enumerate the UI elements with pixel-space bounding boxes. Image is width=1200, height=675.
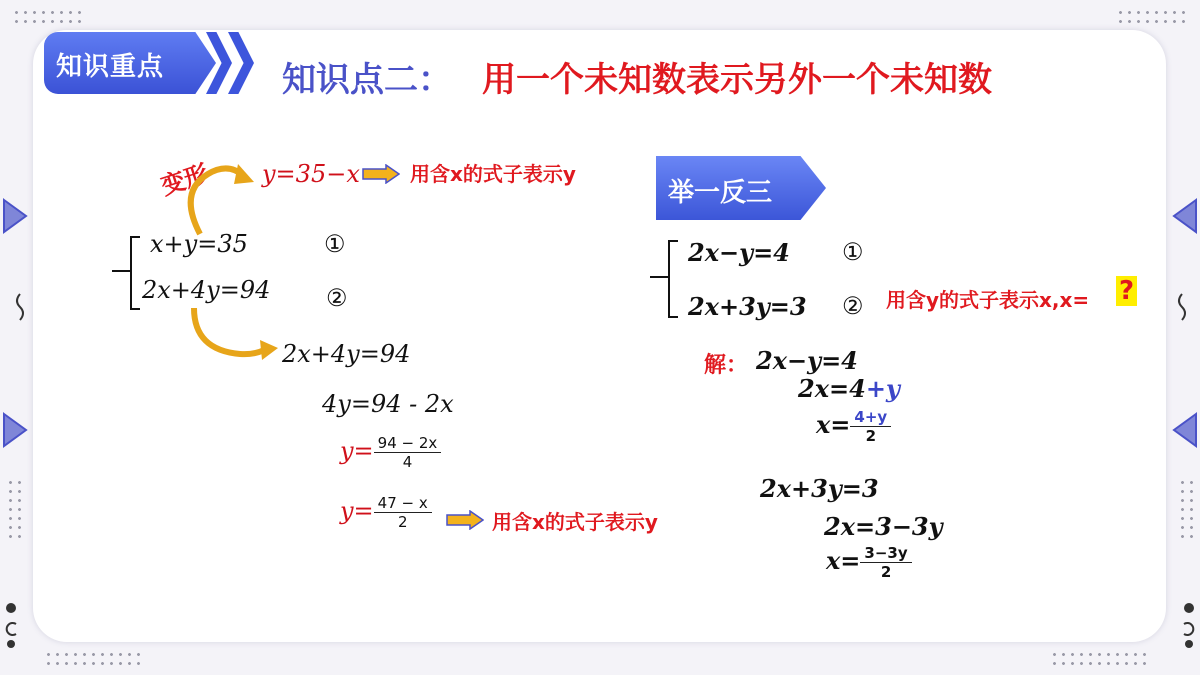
solution-step-1: 2x−y=4: [756, 346, 858, 375]
system-brace-left: [130, 236, 140, 310]
brace-tick-left: [112, 270, 130, 272]
caption-express-y-2: 用含x的式子表示y: [492, 510, 658, 534]
caption-express-y-1: 用含x的式子表示y: [410, 162, 576, 186]
caption-express-x: 用含y的式子表示x,x=: [886, 288, 1090, 312]
left-triangle-icon-upper: [0, 196, 30, 236]
solution-step-6-lhs: x=: [826, 546, 861, 575]
equation-2: 2x+4y=94: [142, 276, 271, 304]
step-4: [340, 494, 432, 531]
dot-pattern-bottom-left: [44, 650, 144, 670]
practice-equation-1-number: ①: [842, 238, 864, 266]
right-triangle-icon-upper: [1170, 196, 1200, 236]
dot-pattern-left: [6, 478, 26, 538]
step-3: [340, 434, 441, 471]
brace-tick-right: [650, 276, 668, 278]
right-arrow-icon-1: [362, 164, 400, 184]
practice-equation-2-number: ②: [842, 292, 864, 320]
top-expression: y=35−x: [262, 160, 360, 188]
practice-equation-2: 2x+3y=3: [688, 292, 807, 321]
solution-step-6: [826, 544, 912, 581]
curved-arrow-icon-up: [178, 152, 258, 238]
solution-step-4: 2x+3y=3: [760, 474, 879, 503]
right-wave-icon: [1174, 292, 1190, 322]
step-3-numerator: 94 − 2x: [374, 434, 442, 453]
dot-pattern-right: [1178, 478, 1198, 538]
solution-step-6-denominator: 2: [880, 563, 892, 581]
step-3-denominator: 4: [402, 453, 413, 471]
dot-pattern-top-right: [1116, 8, 1188, 28]
solution-label: 解：: [704, 353, 749, 378]
step-4-denominator: 2: [397, 513, 408, 531]
step-4-lhs: y=: [340, 497, 374, 525]
curved-arrow-icon-down: [180, 304, 280, 364]
right-bottom-dots-icon: [1180, 600, 1198, 650]
practice-equation-1: 2x−y=4: [688, 238, 790, 267]
left-wave-icon: [12, 292, 28, 322]
solution-step-3-lhs: x=: [816, 410, 851, 439]
equation-1: x+y=35: [150, 230, 248, 258]
equation-2-number: ②: [326, 284, 348, 312]
right-arrow-icon-2: [446, 510, 484, 530]
equation-1-number: ①: [324, 230, 346, 258]
solution-step-3: [816, 408, 891, 445]
solution-step-3-denominator: 2: [865, 427, 877, 445]
section-badge-label: 知识重点: [56, 52, 165, 82]
solution-step-6-numerator: 3−3y: [860, 544, 911, 563]
step-4-numerator: 47 − x: [374, 494, 432, 513]
left-bottom-dots-icon: [2, 600, 20, 650]
step-1: 2x+4y=94: [282, 340, 411, 368]
page-title: 用一个未知数表示另外一个未知数: [482, 60, 992, 100]
dot-pattern-bottom-right: [1050, 650, 1150, 670]
question-mark-box: ?: [1116, 276, 1137, 306]
solution-step-3-numerator: 4+y: [850, 408, 891, 427]
dot-pattern-top-left: [12, 8, 84, 28]
solution-step-5: 2x=3−3y: [824, 512, 943, 541]
solution-step-2-main: 2x=4: [798, 374, 866, 403]
step-2: 4y=94 - 2x: [322, 390, 454, 418]
transform-label: 变形: [157, 159, 212, 201]
step-3-lhs: y=: [340, 437, 374, 465]
right-triangle-icon-lower: [1170, 410, 1200, 450]
solution-step-2: [798, 374, 900, 403]
title-label: 知识点二：: [282, 60, 452, 100]
system-brace-right: [668, 240, 678, 318]
solution-step-2-term: +y: [865, 374, 900, 403]
practice-button-label: 举一反三: [668, 178, 773, 208]
left-triangle-icon-lower: [0, 410, 30, 450]
